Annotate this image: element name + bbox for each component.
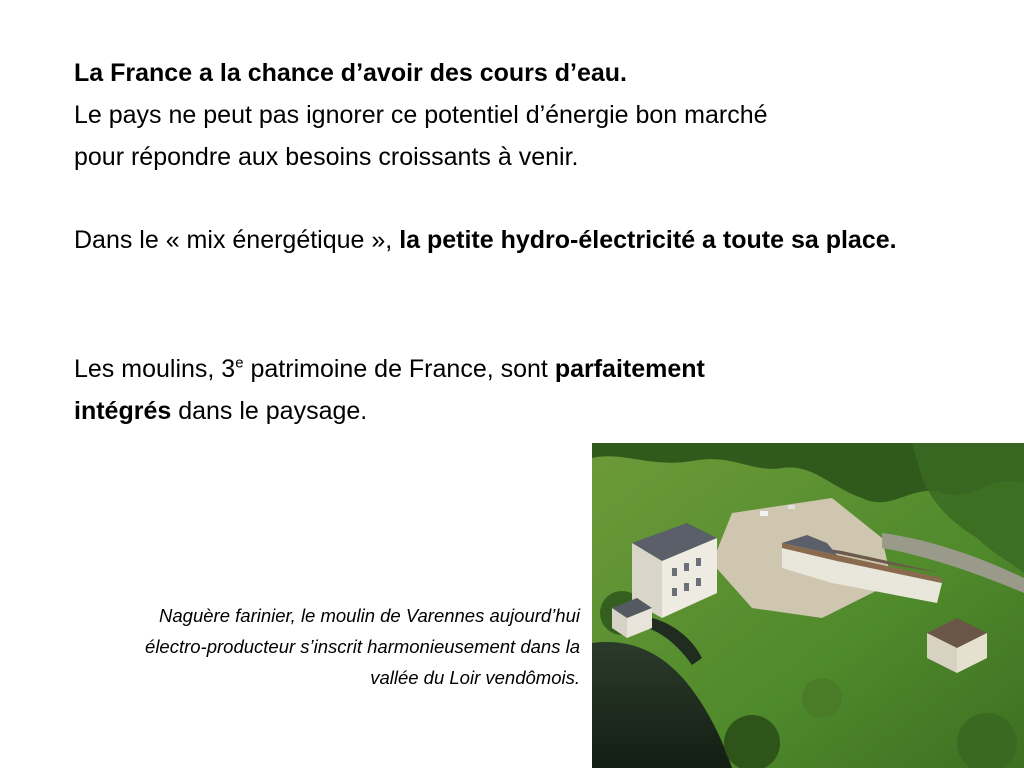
- mills-bold-1: parfaitement: [554, 355, 705, 383]
- mills-bold-2: intégrés: [74, 397, 172, 425]
- energy-mix-bold: la petite hydro-électricité a toute sa place.: [399, 226, 897, 254]
- photo-caption: [0, 600, 580, 693]
- intro-line-3: pour répondre aux besoins croissants à venir.: [74, 143, 579, 171]
- paragraph-intro: [74, 52, 940, 178]
- paragraph-mills: [74, 348, 940, 432]
- energy-mix-lead: Dans le « mix énergétique »,: [74, 226, 400, 254]
- intro-heading: La France a la chance d’avoir des cours d’eau.: [74, 59, 628, 87]
- mills-superscript: e: [235, 354, 244, 372]
- paragraph-energy-mix: [74, 219, 940, 261]
- mills-tail: dans le paysage.: [171, 397, 368, 425]
- caption-line-3: vallée du Loir vendômois.: [370, 667, 580, 688]
- mills-lead: Les moulins, 3: [74, 355, 236, 383]
- caption-line-1: Naguère farinier, le moulin de Varennes aujourd’hui: [159, 605, 580, 626]
- intro-line-2: Le pays ne peut pas ignorer ce potentiel d’énergie bon marché: [74, 101, 768, 129]
- mill-photo-illustration: [592, 443, 1024, 768]
- caption-line-2: électro-producteur s’inscrit harmonieusement dans la: [145, 636, 580, 657]
- mill-aerial-photo: [592, 443, 1024, 768]
- mills-middle: patrimoine de France, sont: [243, 355, 555, 383]
